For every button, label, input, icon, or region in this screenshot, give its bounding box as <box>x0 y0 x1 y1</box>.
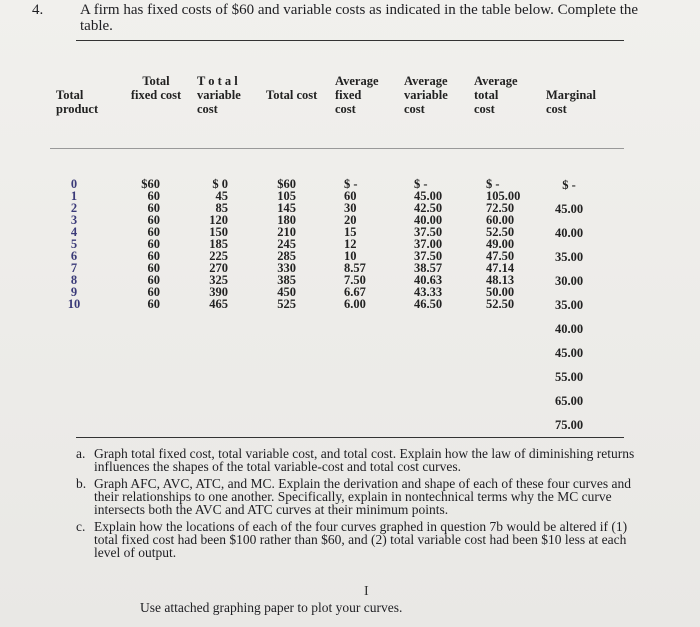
part-label: c. <box>76 519 86 534</box>
table-cell: 49.00 <box>486 237 515 251</box>
table-cell: 45.00 <box>554 346 584 360</box>
column-average-variable-cost <box>414 178 458 310</box>
table-cell: 6.00 <box>344 297 366 311</box>
list-item <box>76 477 636 516</box>
table-cell: 270 <box>209 261 228 275</box>
table-cell: 4 <box>70 225 78 239</box>
list-item <box>76 520 636 559</box>
header-total-variable-cost: T o t a l variable cost <box>197 74 241 116</box>
table-cell: 325 <box>209 273 228 287</box>
table-cell: $60 <box>141 177 160 191</box>
table-cell: 47.50 <box>486 249 515 263</box>
table-cell: 30.00 <box>554 274 584 288</box>
table-cell: 8.57 <box>344 261 366 275</box>
column-total-product <box>62 178 86 310</box>
header-marginal-cost: Marginal cost <box>546 88 596 116</box>
table-cell: 60 <box>147 189 160 203</box>
table-cell: 120 <box>209 213 228 227</box>
table-cell: 245 <box>277 237 296 251</box>
table-cell: 20 <box>344 213 357 227</box>
part-label: b. <box>76 476 87 491</box>
table-cell: 210 <box>277 225 296 239</box>
bottom-rule <box>76 437 624 438</box>
table-cell: 60 <box>147 261 160 275</box>
table-cell: 50.00 <box>486 285 515 299</box>
table-cell: 10 <box>344 249 357 263</box>
table-cell: 3 <box>70 213 78 227</box>
header-total-fixed-cost: Total fixed cost <box>130 74 182 102</box>
table-cell: 60 <box>147 297 160 311</box>
table-cell: 8 <box>70 273 78 287</box>
table-cell: 145 <box>277 201 296 215</box>
table-cell: 40.00 <box>554 226 584 240</box>
table-cell: 330 <box>277 261 296 275</box>
table-cell: 46.50 <box>414 297 443 311</box>
table-cell: 37.00 <box>414 237 443 251</box>
table-cell: 60 <box>147 237 160 251</box>
table-cell: 10 <box>67 297 81 311</box>
table-cell: 390 <box>209 285 228 299</box>
table-cell: 52.50 <box>486 297 515 311</box>
table-cell: 72.50 <box>486 201 515 215</box>
part-label: a. <box>76 446 86 461</box>
header-total-product: Total product <box>56 88 99 116</box>
table-cell: 40.63 <box>414 273 443 287</box>
table-cell: 85 <box>215 201 228 215</box>
header-average-fixed-cost: Average fixed cost <box>335 74 379 116</box>
table-cell: 12 <box>344 237 357 251</box>
table-cell: $ - <box>344 177 358 191</box>
table-cell: 60.00 <box>486 213 515 227</box>
table-cell: 525 <box>277 297 296 311</box>
table-cell: 1 <box>70 189 78 203</box>
table-cell: 7.50 <box>344 273 366 287</box>
table-cell: 65.00 <box>554 394 584 408</box>
table-cell: 60 <box>147 213 160 227</box>
list-item <box>76 447 636 473</box>
sub-questions <box>76 447 636 563</box>
column-average-fixed-cost <box>344 178 384 310</box>
column-total-fixed-cost <box>128 178 160 310</box>
table-cell: $ - <box>562 178 576 192</box>
table-cell: 42.50 <box>414 201 443 215</box>
header-total-cost: Total cost <box>266 88 318 102</box>
table-cell: 35.00 <box>554 250 584 264</box>
table-cell: 48.13 <box>486 273 515 287</box>
table-cell: 43.33 <box>414 285 443 299</box>
part-text: Graph AFC, AVC, ATC, and MC. Explain the derivation and shape of each of these four curves and their relationships to one another. Specifically, explain in nontechnical terms why the MC curve intersects both the AVC and ATC curves at their minimum points. <box>94 476 632 517</box>
table-cell: 45.00 <box>414 189 443 203</box>
table-cell: 55.00 <box>554 370 584 384</box>
part-text: Graph total fixed cost, total variable cost, and total cost. Explain how the law of diminishing returns influences the shapes of the total variable-cost and total cost curves. <box>94 446 635 474</box>
table-cell: 40.00 <box>414 213 443 227</box>
table-cell: 5 <box>70 237 78 251</box>
table-cell: 2 <box>70 201 78 215</box>
table-cell: 30 <box>344 201 357 215</box>
table-cell: 60 <box>147 201 160 215</box>
table-cell: 75.00 <box>554 418 584 432</box>
header-average-total-cost: Average total cost <box>474 74 518 116</box>
table-cell: 385 <box>277 273 296 287</box>
table-cell: 37.50 <box>414 225 443 239</box>
header-average-variable-cost: Average variable cost <box>404 74 448 116</box>
table-cell: 60 <box>147 249 160 263</box>
table-cell: 60 <box>147 285 160 299</box>
table-cell: 15 <box>344 225 357 239</box>
table-cell: 38.57 <box>414 261 443 275</box>
top-rule <box>76 40 624 41</box>
footer-instruction: Use attached graphing paper to plot your curves. <box>140 600 403 615</box>
table-cell: 60 <box>147 273 160 287</box>
table-cell: 7 <box>70 261 78 275</box>
table-cell: 45 <box>215 189 228 203</box>
table-cell: 45.00 <box>554 202 584 216</box>
table-cell: 47.14 <box>486 261 515 275</box>
column-total-variable-cost <box>196 178 228 310</box>
table-cell: 35.00 <box>554 298 584 312</box>
table-cell: 0 <box>70 177 78 191</box>
table-cell: 150 <box>209 225 228 239</box>
table-cell: 60 <box>147 225 160 239</box>
table-cell: 6.67 <box>344 285 366 299</box>
table-cell: $ - <box>414 177 428 191</box>
column-total-cost <box>264 178 296 310</box>
table-cell: 52.50 <box>486 225 515 239</box>
table-cell: 37.50 <box>414 249 443 263</box>
question-text: A firm has fixed costs of $60 and variable costs as indicated in the table below. Complete the table. <box>80 2 639 34</box>
table-cell: 40.00 <box>554 322 584 336</box>
table-cell: 6 <box>70 249 78 263</box>
table-cell: 105.00 <box>486 189 521 203</box>
table-cell: $ 0 <box>212 177 228 191</box>
table-cell: 450 <box>277 285 296 299</box>
header-divider <box>50 148 624 149</box>
question-number: 4. <box>32 2 44 18</box>
table-cell: 285 <box>277 249 296 263</box>
table-cell: 185 <box>209 237 228 251</box>
table-cell: $60 <box>277 177 296 191</box>
table-cell: 60 <box>344 189 357 203</box>
text-cursor-icon: I <box>364 584 369 599</box>
table-cell: $ - <box>486 177 500 191</box>
table-cell: 465 <box>209 297 228 311</box>
table-cell: 105 <box>277 189 296 203</box>
table-cell: 225 <box>209 249 228 263</box>
column-average-total-cost <box>486 178 536 310</box>
table-cell: 9 <box>70 285 78 299</box>
part-text: Explain how the locations of each of the four curves graphed in question 7b would be altered if (1) total fixed cost had been $100 rather than $60, and (2) total variable cost had been $10 less at each level of output. <box>94 519 628 560</box>
table-cell: 180 <box>277 213 296 227</box>
